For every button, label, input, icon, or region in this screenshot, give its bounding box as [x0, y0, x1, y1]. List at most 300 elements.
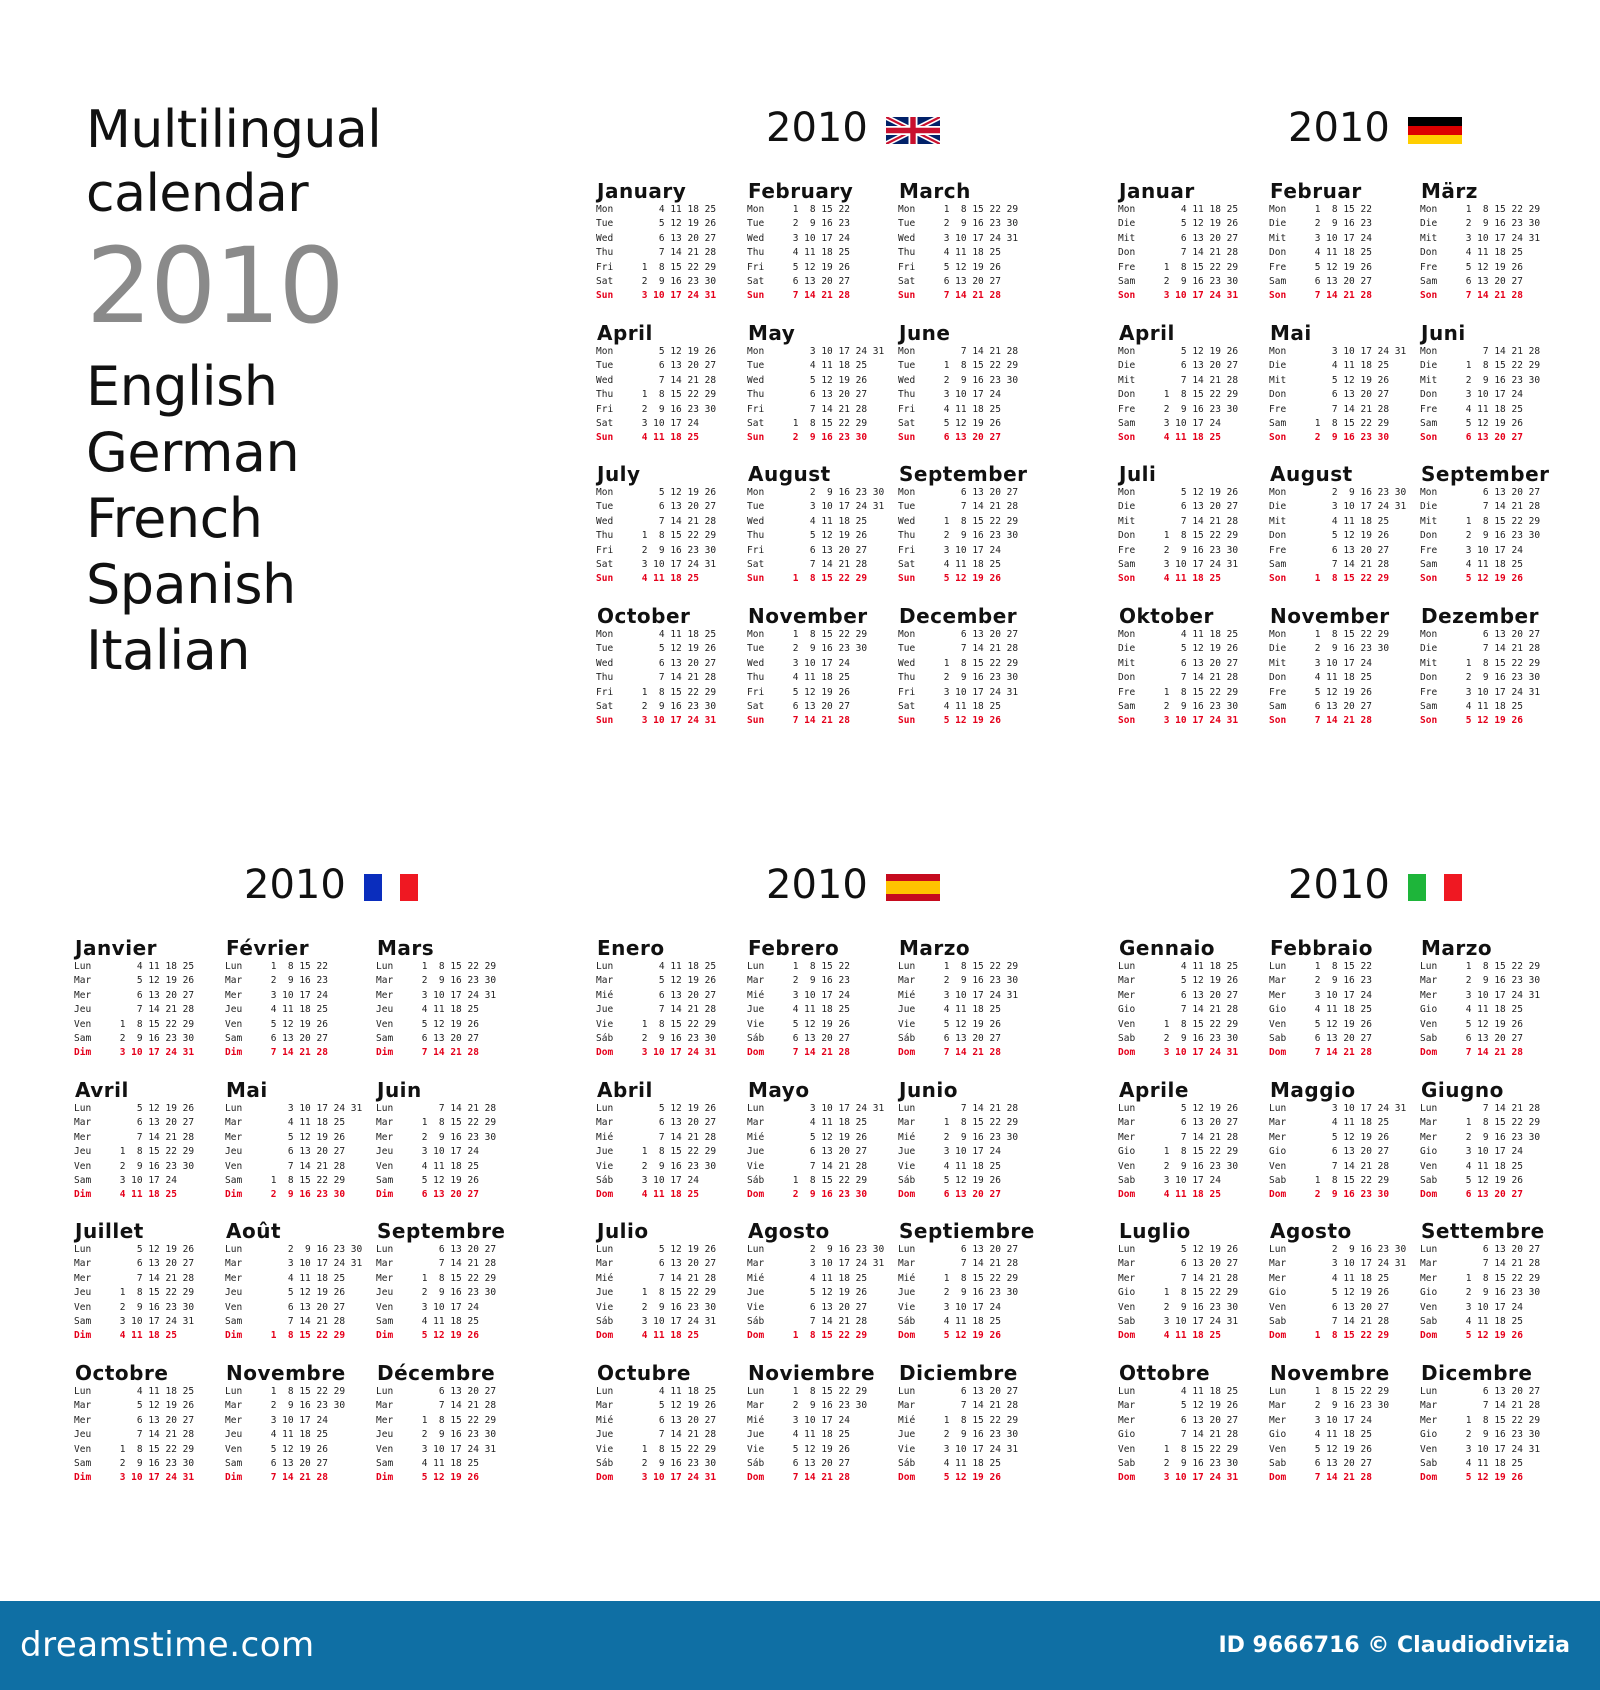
weekday-label: Fre [1118, 261, 1136, 273]
weekday-row [1420, 1116, 1565, 1130]
day-numbers: 4 11 18 25 [636, 432, 699, 444]
weekday-label: Mon [1420, 629, 1438, 640]
weekday-row [1118, 486, 1263, 500]
weekday-row [376, 1385, 521, 1399]
day-numbers: 3 10 17 24 [1309, 657, 1372, 669]
weekday-label: Mon [898, 204, 916, 215]
month-block [898, 1362, 1043, 1497]
day-numbers: 5 12 19 26 [938, 1330, 1001, 1342]
weekday-row [596, 1003, 741, 1017]
weekday-label: Fre [1420, 686, 1438, 698]
weekday-label: Sáb [747, 1316, 765, 1328]
day-numbers: 3 10 17 24 31 [636, 290, 717, 302]
weekday-row [1420, 1286, 1565, 1300]
weekday-row [1269, 261, 1414, 275]
weekday-row [596, 345, 741, 359]
sunday-row [596, 1471, 741, 1485]
weekday-label: Sam [1420, 701, 1438, 713]
month-block [74, 937, 219, 1072]
weekday-label: Mer [376, 989, 394, 1001]
weekday-label: Mon [596, 487, 614, 498]
month-name: November [1270, 604, 1390, 628]
weekday-label: Gio [1269, 1429, 1287, 1441]
weekday-label: Ven [1269, 1301, 1287, 1313]
day-numbers: 3 10 17 24 31 [938, 686, 1019, 698]
day-numbers: 5 12 19 26 [114, 975, 195, 987]
day-numbers: 4 11 18 25 [416, 1458, 479, 1470]
day-numbers: 4 11 18 25 [114, 961, 195, 972]
weekday-label: Dim [376, 1047, 394, 1059]
day-numbers: 6 13 20 27 [1460, 432, 1523, 444]
day-numbers: 3 10 17 24 31 [1309, 346, 1407, 357]
day-numbers: 6 13 20 27 [1158, 501, 1239, 513]
weekday-label: Mon [747, 204, 765, 215]
weekday-label: Jeu [225, 1287, 243, 1299]
weekday-label: Sun [747, 715, 765, 727]
day-numbers: 6 13 20 27 [636, 232, 717, 244]
weekday-row [1420, 1414, 1565, 1428]
sunday-row [376, 1471, 521, 1485]
day-numbers: 1 8 15 22 29 [114, 1146, 195, 1158]
day-numbers: 5 12 19 26 [1158, 1103, 1239, 1114]
day-numbers: 4 11 18 25 [416, 1160, 479, 1172]
day-numbers: 5 12 19 26 [787, 374, 868, 386]
sunday-row [1269, 289, 1414, 303]
weekday-label: Dom [898, 1189, 916, 1201]
day-numbers: 6 13 20 27 [1460, 1189, 1523, 1201]
weekday-label: Tue [747, 643, 765, 655]
month-name: Agosto [748, 1219, 830, 1243]
day-numbers: 1 8 15 22 29 [1460, 961, 1541, 972]
weekday-label: Dim [225, 1047, 243, 1059]
weekday-label: Mar [225, 975, 243, 987]
weekday-row [1269, 558, 1414, 572]
weekday-label: Sam [1269, 418, 1287, 430]
day-numbers: 4 11 18 25 [636, 629, 717, 640]
weekday-row [1118, 232, 1263, 246]
sunday-row [225, 1329, 370, 1343]
weekday-label: Mit [1118, 374, 1136, 386]
day-numbers: 5 12 19 26 [1309, 1131, 1390, 1143]
day-numbers: 5 12 19 26 [1158, 487, 1239, 498]
weekday-label: Don [1118, 247, 1136, 259]
day-numbers: 7 14 21 28 [114, 1429, 195, 1441]
weekday-label: Jeu [74, 1004, 92, 1016]
weekday-row [1420, 1399, 1565, 1413]
weekday-row [376, 1301, 521, 1315]
day-numbers: 2 9 16 23 30 [636, 1160, 717, 1172]
weekday-label: Wed [596, 232, 614, 244]
weekday-label: Sat [898, 276, 916, 288]
day-numbers: 1 8 15 22 29 [1158, 686, 1239, 698]
weekday-label: Mer [225, 1414, 243, 1426]
weekday-label: Sáb [596, 1316, 614, 1328]
day-numbers: 1 8 15 22 29 [114, 1443, 195, 1455]
weekday-label: Sam [1420, 276, 1438, 288]
weekday-label: Mar [1269, 1258, 1287, 1270]
day-numbers: 3 10 17 24 31 [787, 1103, 885, 1114]
month-name: Aprile [1119, 1078, 1189, 1102]
day-numbers: 7 14 21 28 [787, 1472, 850, 1484]
day-numbers: 5 12 19 26 [636, 643, 717, 655]
month-block [1420, 322, 1565, 457]
weekday-row [898, 1018, 1043, 1032]
weekday-label: Mié [747, 1131, 765, 1143]
weekday-label: Mar [225, 1258, 243, 1270]
day-numbers: 1 8 15 22 29 [1309, 629, 1390, 640]
weekday-label: Son [1269, 573, 1287, 585]
weekday-row [1269, 1243, 1414, 1257]
weekday-row [376, 974, 521, 988]
weekday-row [898, 989, 1043, 1003]
weekday-label: Mar [74, 1117, 92, 1129]
weekday-row [1269, 960, 1414, 974]
language-list [86, 354, 381, 684]
weekday-row [376, 1257, 521, 1271]
day-numbers: 2 9 16 23 30 [1309, 1400, 1390, 1412]
weekday-row [898, 275, 1043, 289]
day-numbers: 6 13 20 27 [938, 1033, 1001, 1045]
weekday-row [1269, 1257, 1414, 1271]
sunday-row [747, 431, 892, 445]
weekday-row [225, 1257, 370, 1271]
weekday-label: Jeu [376, 1004, 394, 1016]
day-numbers: 5 12 19 26 [1460, 715, 1523, 727]
weekday-label: Sab [1118, 1033, 1136, 1045]
weekday-row [747, 345, 892, 359]
day-numbers: 2 9 16 23 30 [265, 1189, 346, 1201]
day-numbers: 4 11 18 25 [787, 1117, 868, 1129]
month-block [74, 1079, 219, 1214]
weekday-label: Son [1269, 715, 1287, 727]
weekday-label: Thu [898, 389, 916, 401]
day-numbers: 7 14 21 28 [1158, 515, 1239, 527]
weekday-label: Vie [898, 1443, 916, 1455]
day-numbers: 7 14 21 28 [1309, 290, 1372, 302]
weekday-label: Mon [1118, 487, 1136, 498]
calendar-spanish [596, 857, 1046, 1527]
weekday-row [898, 1116, 1043, 1130]
weekday-label: Dim [376, 1472, 394, 1484]
weekday-label: Ven [225, 1301, 243, 1313]
weekday-row [1118, 529, 1263, 543]
weekday-row [596, 974, 741, 988]
weekday-label: Sáb [747, 1175, 765, 1187]
month-block [1118, 463, 1263, 598]
day-numbers: 4 11 18 25 [416, 1004, 479, 1016]
weekday-row [1118, 1003, 1263, 1017]
weekday-label: Mon [1118, 204, 1136, 215]
weekday-row [376, 1457, 521, 1471]
weekday-label: Sun [596, 573, 614, 585]
weekday-label: Mar [1118, 1117, 1136, 1129]
weekday-label: Die [1269, 643, 1287, 655]
sunday-row [747, 714, 892, 728]
weekday-label: Lun [747, 1103, 765, 1114]
weekday-label: Lun [1269, 961, 1287, 972]
day-numbers: 1 8 15 22 29 [1158, 1443, 1239, 1455]
day-numbers: 1 8 15 22 29 [938, 657, 1019, 669]
day-numbers: 1 8 15 22 29 [938, 1272, 1019, 1284]
weekday-row [1269, 1003, 1414, 1017]
month-name: Marzo [899, 936, 971, 960]
day-numbers: 3 10 17 24 [1158, 1175, 1221, 1187]
day-numbers: 5 12 19 26 [1460, 573, 1523, 585]
day-numbers: 2 9 16 23 30 [1158, 1160, 1239, 1172]
sunday-row [74, 1471, 219, 1485]
day-numbers: 2 9 16 23 30 [636, 403, 717, 415]
weekday-label: Mon [747, 487, 765, 498]
day-numbers: 1 8 15 22 29 [1158, 530, 1239, 542]
day-numbers: 2 9 16 23 30 [938, 672, 1019, 684]
weekday-label: Tue [747, 218, 765, 230]
sunday-row [898, 1188, 1043, 1202]
weekday-label: Mar [596, 1258, 614, 1270]
day-numbers: 3 10 17 24 31 [1158, 1047, 1239, 1059]
weekday-label: Thu [747, 530, 765, 542]
weekday-label: Tue [898, 501, 916, 513]
weekday-label: Mit [1269, 515, 1287, 527]
weekday-row [74, 1018, 219, 1032]
day-numbers: 3 10 17 24 [265, 989, 328, 1001]
weekday-label: Ven [1420, 1301, 1438, 1313]
weekday-label: Jue [747, 1287, 765, 1299]
calendar-year: 2010 [766, 105, 868, 151]
day-numbers: 6 13 20 27 [1158, 232, 1239, 244]
day-numbers: 7 14 21 28 [787, 1316, 868, 1328]
weekday-label: Mit [1118, 657, 1136, 669]
weekday-label: Mer [74, 1414, 92, 1426]
weekday-row [898, 1003, 1043, 1017]
weekday-label: Gio [1269, 1004, 1287, 1016]
weekday-label: Mer [376, 1414, 394, 1426]
day-numbers: 3 10 17 24 31 [114, 1047, 195, 1059]
weekday-row [376, 1131, 521, 1145]
month-name: August [1270, 462, 1353, 486]
day-numbers: 1 8 15 22 29 [636, 1146, 717, 1158]
weekday-label: Vie [596, 1018, 614, 1030]
weekday-label: Dom [1420, 1047, 1438, 1059]
weekday-row [1269, 657, 1414, 671]
weekday-row [596, 1174, 741, 1188]
day-numbers: 7 14 21 28 [636, 1131, 717, 1143]
weekday-label: Fri [596, 403, 614, 415]
day-numbers: 2 9 16 23 30 [1460, 374, 1541, 386]
day-numbers: 7 14 21 28 [416, 1103, 497, 1114]
month-name: Novembre [1270, 1361, 1390, 1385]
day-numbers: 5 12 19 26 [1460, 1175, 1523, 1187]
weekday-label: Sam [74, 1033, 92, 1045]
weekday-row [1269, 671, 1414, 685]
weekday-label: Ven [1118, 1018, 1136, 1030]
weekday-row [74, 1315, 219, 1329]
sunday-row [1420, 1471, 1565, 1485]
day-numbers: 1 8 15 22 29 [1158, 261, 1239, 273]
day-numbers: 5 12 19 26 [938, 1018, 1001, 1030]
day-numbers: 6 13 20 27 [1158, 360, 1239, 372]
weekday-label: Don [1269, 672, 1287, 684]
weekday-label: Wed [747, 515, 765, 527]
day-numbers: 7 14 21 28 [416, 1258, 497, 1270]
weekday-row [747, 1399, 892, 1413]
month-block [898, 180, 1043, 315]
day-numbers: 7 14 21 28 [938, 1258, 1019, 1270]
weekday-label: Jue [596, 1004, 614, 1016]
day-numbers: 3 10 17 24 [1309, 232, 1372, 244]
weekday-row [747, 417, 892, 431]
weekday-row [1420, 1301, 1565, 1315]
day-numbers: 4 11 18 25 [1460, 1004, 1523, 1016]
weekday-label: Mer [1269, 1414, 1287, 1426]
month-block [596, 180, 741, 315]
weekday-row [1269, 359, 1414, 373]
weekday-row [1269, 374, 1414, 388]
weekday-label: Lun [1118, 961, 1136, 972]
day-numbers: 3 10 17 24 31 [787, 501, 885, 513]
weekday-row [225, 1315, 370, 1329]
weekday-label: Mar [1269, 975, 1287, 987]
weekday-row [225, 1116, 370, 1130]
weekday-label: Dom [1420, 1472, 1438, 1484]
weekday-label: Jeu [225, 1004, 243, 1016]
day-numbers: 2 9 16 23 30 [1460, 672, 1541, 684]
sunday-row [1420, 572, 1565, 586]
weekday-row [898, 1131, 1043, 1145]
day-numbers: 6 13 20 27 [114, 989, 195, 1001]
day-numbers: 4 11 18 25 [1460, 403, 1523, 415]
weekday-label: Jeu [225, 1429, 243, 1441]
day-numbers: 5 12 19 26 [636, 346, 717, 357]
day-numbers: 4 11 18 25 [1158, 1330, 1221, 1342]
weekday-row [747, 1116, 892, 1130]
weekday-label: Mar [898, 1117, 916, 1129]
weekday-row [747, 529, 892, 543]
weekday-label: Gio [1269, 1146, 1287, 1158]
weekday-label: Dom [596, 1047, 614, 1059]
day-numbers: 6 13 20 27 [416, 1244, 497, 1255]
weekday-row [596, 1315, 741, 1329]
weekday-label: Sab [1269, 1033, 1287, 1045]
month-name: Octobre [75, 1361, 169, 1385]
month-block [596, 1220, 741, 1355]
month-name: Octubre [597, 1361, 691, 1385]
weekday-row [596, 1385, 741, 1399]
weekday-label: Die [1269, 360, 1287, 372]
weekday-label: Don [1269, 530, 1287, 542]
weekday-label: Ven [74, 1160, 92, 1172]
weekday-label: Jue [898, 1287, 916, 1299]
weekday-label: Ven [1269, 1018, 1287, 1030]
weekday-row [225, 1301, 370, 1315]
weekday-row [898, 1443, 1043, 1457]
day-numbers: 4 11 18 25 [938, 701, 1001, 713]
weekday-label: Mon [1420, 204, 1438, 215]
weekday-row [898, 1032, 1043, 1046]
weekday-label: Mar [1269, 1117, 1287, 1129]
day-numbers: 5 12 19 26 [114, 1400, 195, 1412]
weekday-label: Lun [747, 1386, 765, 1397]
weekday-label: Lun [74, 961, 92, 972]
day-numbers: 2 9 16 23 30 [938, 1429, 1019, 1441]
weekday-label: Thu [747, 389, 765, 401]
weekday-row [225, 1145, 370, 1159]
weekday-label: Don [1118, 389, 1136, 401]
weekday-row [376, 1272, 521, 1286]
month-name: July [597, 462, 641, 486]
weekday-label: Mar [898, 1258, 916, 1270]
day-numbers: 6 13 20 27 [1158, 1117, 1239, 1129]
weekday-row [1269, 1414, 1414, 1428]
day-numbers: 5 12 19 26 [1460, 261, 1523, 273]
month-name: Dezember [1421, 604, 1539, 628]
day-numbers: 3 10 17 24 31 [1309, 501, 1407, 513]
weekday-label: Mon [596, 346, 614, 357]
weekday-label: Dom [1420, 1189, 1438, 1201]
weekday-label: Lun [596, 1103, 614, 1114]
day-numbers: 2 9 16 23 30 [114, 1301, 195, 1313]
weekday-label: Sab [1420, 1033, 1438, 1045]
day-numbers: 4 11 18 25 [1309, 1272, 1390, 1284]
weekday-row [1269, 1443, 1414, 1457]
month-name: September [1421, 462, 1550, 486]
day-numbers: 4 11 18 25 [938, 1316, 1001, 1328]
weekday-label: Fri [898, 686, 916, 698]
day-numbers: 5 12 19 26 [938, 1472, 1001, 1484]
day-numbers: 3 10 17 24 [1158, 418, 1221, 430]
day-numbers: 7 14 21 28 [1460, 346, 1541, 357]
day-numbers: 7 14 21 28 [1309, 1160, 1390, 1172]
weekday-row [596, 500, 741, 514]
weekday-row [1420, 558, 1565, 572]
weekday-row [1269, 417, 1414, 431]
month-name: Janvier [75, 936, 157, 960]
day-numbers: 3 10 17 24 [1460, 544, 1523, 556]
weekday-row [898, 1257, 1043, 1271]
weekday-row [898, 403, 1043, 417]
weekday-label: Mon [1269, 487, 1287, 498]
day-numbers: 7 14 21 28 [636, 672, 717, 684]
weekday-label: Jue [898, 1004, 916, 1016]
weekday-label: Sab [1420, 1458, 1438, 1470]
weekday-row [1118, 1116, 1263, 1130]
weekday-row [1269, 1131, 1414, 1145]
weekday-label: Gio [1118, 1429, 1136, 1441]
day-numbers: 7 14 21 28 [938, 346, 1019, 357]
weekday-label: Jeu [74, 1429, 92, 1441]
weekday-row [1420, 500, 1565, 514]
weekday-label: Sáb [596, 1175, 614, 1187]
weekday-label: Dom [898, 1472, 916, 1484]
weekday-row [898, 1243, 1043, 1257]
sunday-row [1420, 289, 1565, 303]
weekday-row [747, 1257, 892, 1271]
weekday-label: Lun [376, 1103, 394, 1114]
day-numbers: 2 9 16 23 30 [636, 1458, 717, 1470]
day-numbers: 1 8 15 22 29 [1158, 1287, 1239, 1299]
weekday-row [1118, 1102, 1263, 1116]
weekday-row [74, 1428, 219, 1442]
weekday-row [1118, 1272, 1263, 1286]
day-numbers: 6 13 20 27 [1309, 1301, 1390, 1313]
month-name: Juillet [75, 1219, 144, 1243]
weekday-label: Sab [1118, 1458, 1136, 1470]
day-numbers: 2 9 16 23 30 [1460, 1131, 1541, 1143]
weekday-row [747, 1428, 892, 1442]
weekday-label: Lun [225, 1244, 243, 1255]
weekday-label: Mon [1118, 629, 1136, 640]
day-numbers: 2 9 16 23 30 [1460, 1287, 1541, 1299]
sunday-row [225, 1471, 370, 1485]
